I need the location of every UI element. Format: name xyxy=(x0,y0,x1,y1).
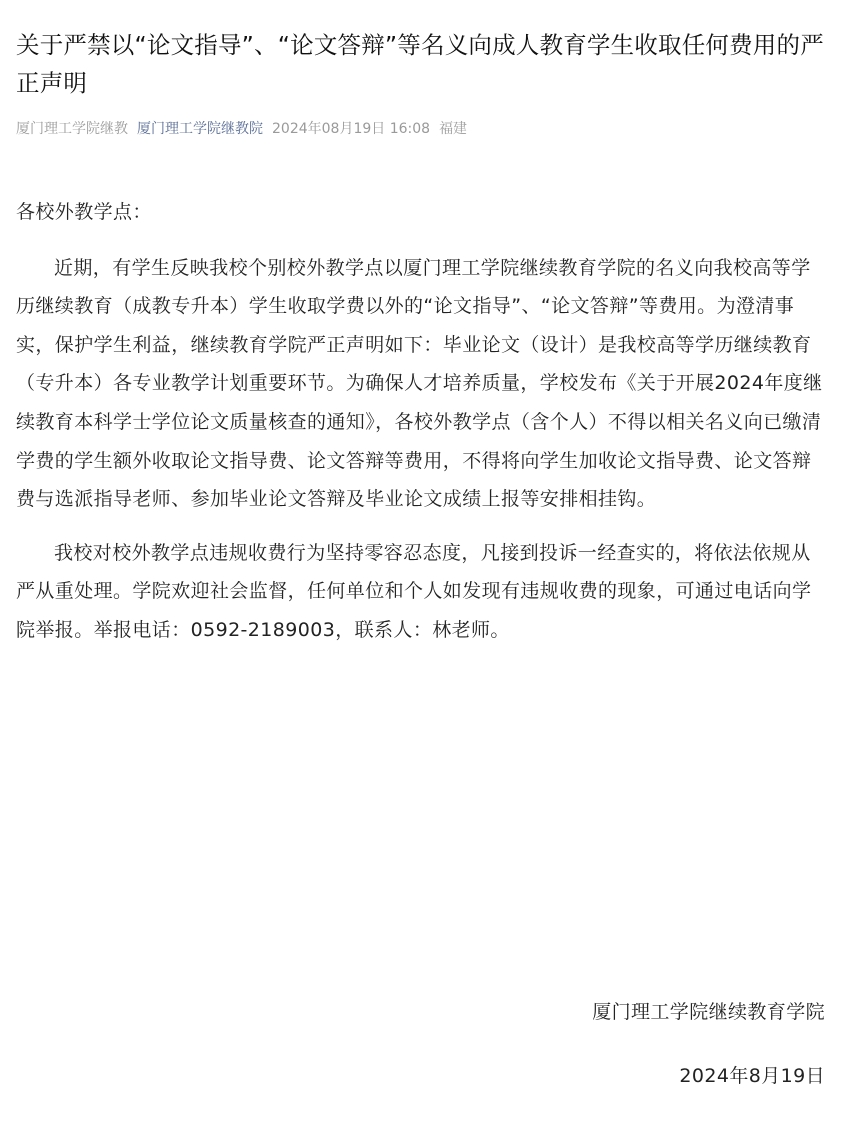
article-meta xyxy=(16,118,826,140)
greeting: 各校外教学点： xyxy=(16,201,152,223)
publish-location: 福建 xyxy=(439,121,468,137)
account-link[interactable]: 厦门理工学院继教院 xyxy=(137,121,263,137)
article-title: 关于严禁以“论文指导”、“论文答辩”等名义向成人教育学生收取任何费用的严正声明 xyxy=(16,31,824,97)
paragraph: 近期，有学生反映我校个别校外教学点以厦门理工学院继续教育学院的名义向我校高等学历继续教育（成教专升本）学生收取学费以外的“论文指导”、“论文答辩”等费用。为澄清事实，保护学生利益，继续教育学院严正声明如下：毕业论文（设计）是我校高等学历继续教育（专升本）各专业教学计划重要环节。为确保人才培养质量，学校发布《关于开展2024年度继续教育本科学士学位论文质量核查的通知》，各校外教学点（含个人）不得以相关名义向已缴清学费的学生额外收取论文指导费、论文答辩等费用，不得将向学生加收论文指导费、论文答辩费与选派指导老师、参加毕业论文答辩及毕业论文成绩上报等安排相挂钩。 xyxy=(16,256,823,511)
signature-date: 2024年8月19日 xyxy=(679,1065,825,1087)
paragraph: 我校对校外教学点违规收费行为坚持零容忍态度，凡接到投诉一经查实的，将依法依规从严从重处理。学院欢迎社会监督，任何单位和个人如发现有违规收费的现象，可通过电话向学院举报。举报电话：0592-2189003，联系人：林老师。 xyxy=(16,541,812,641)
publish-datetime: 2024年08月19日 16:08 xyxy=(272,121,431,137)
author-name: 厦门理工学院继教 xyxy=(16,121,128,137)
article xyxy=(16,0,826,650)
article-content xyxy=(16,193,826,650)
signature-org: 厦门理工学院继续教育学院 xyxy=(592,1001,825,1023)
